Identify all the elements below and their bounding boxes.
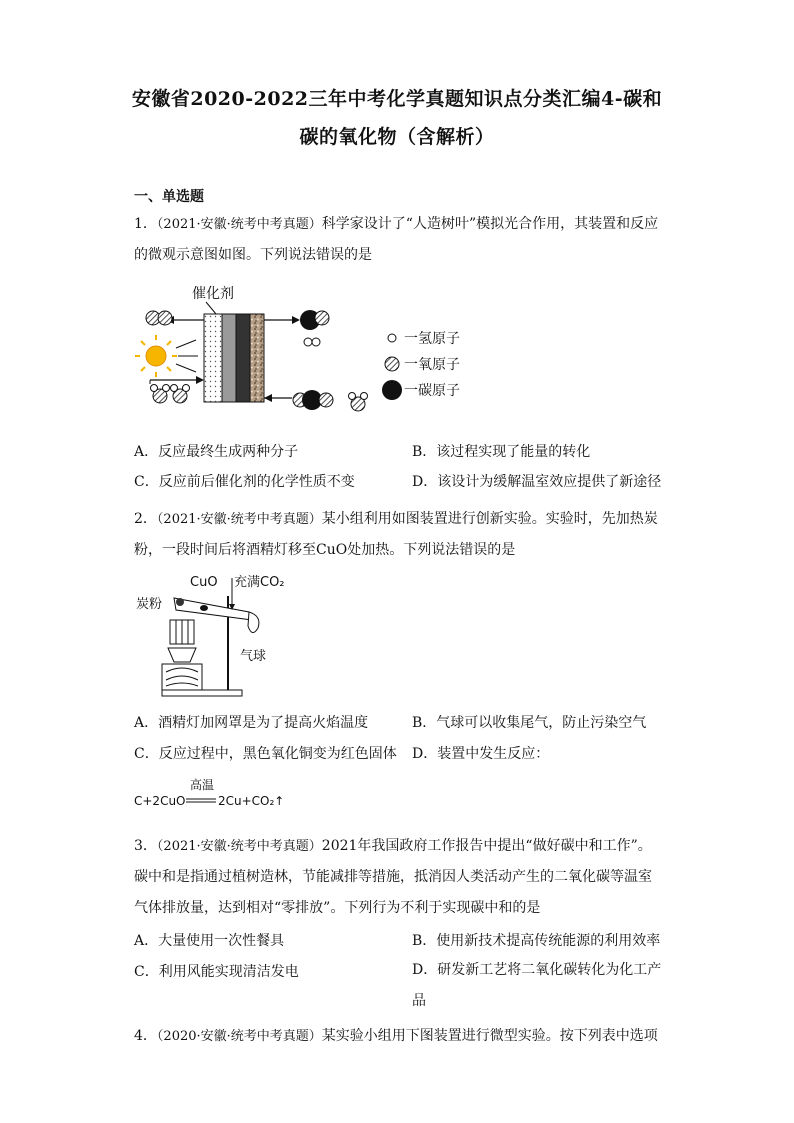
q2-text: 某小组利用如图装置进行创新实验。实验时，先加热炭粉，一段时间后将酒精灯移至CuO处加热。下列说法错误的是	[134, 511, 658, 558]
legend-oxygen: 一氧原子	[404, 357, 460, 373]
q1-option-b: B．该过程实现了能量的转化	[412, 444, 591, 460]
q2-option-d: D．装置中发生反应：	[412, 746, 550, 762]
q1-number: 1．	[134, 216, 157, 232]
q2-option-c: C．反应过程中，黑色氧化铜变为红色固体	[134, 746, 397, 762]
sun-icon	[135, 335, 198, 377]
question-3	[134, 831, 662, 924]
question-4	[134, 1021, 662, 1052]
q3-option-b: B．使用新技术提高传统能源的利用效率	[412, 933, 661, 949]
co2-label: 充满CO₂	[234, 575, 285, 590]
question-2	[134, 504, 662, 566]
q2-equation	[134, 777, 394, 813]
q4-source: （2020·安徽·统考中考真题）	[156, 1029, 322, 1044]
q2-number: 2．	[134, 511, 157, 527]
q3-source: （2021·安徽·统考中考真题）	[156, 839, 322, 854]
q1-text: 科学家设计了“人造树叶”模拟光合作用，其装置和反应的微观示意图如图。下列说法错误的是	[134, 216, 659, 263]
section-heading: 一、单选题	[134, 189, 204, 205]
q1-option-c: C．反应前后催化剂的化学性质不变	[134, 474, 355, 490]
q1-option-d: D．该设计为缓解温室效应提供了新途径	[412, 474, 662, 490]
question-1	[134, 209, 662, 271]
balloon-label: 气球	[240, 649, 267, 664]
equation-reactants: C+2CuO	[134, 794, 186, 808]
equation-condition: 高温	[190, 778, 215, 792]
q2-option-b: B．气球可以收集尾气，防止污染空气	[412, 715, 647, 731]
q3-text: 2021年我国政府工作报告中提出“做好碳中和工作”。碳中和是指通过植树造林，节能减排等措施，抵消因人类活动产生的二氧化碳等温室气体排放量，达到相对“零排放”。下列行为不利于实现碳中和的是	[134, 838, 652, 916]
catalyst-layer	[204, 314, 222, 402]
q4-number: 4．	[134, 1028, 157, 1044]
q2-source: （2021·安徽·统考中考真题）	[156, 512, 322, 527]
q2-figure-apparatus	[134, 568, 304, 702]
q1-source: （2021·安徽·统考中考真题）	[156, 217, 322, 232]
q1-option-a: A．反应最终生成两种分子	[134, 444, 299, 460]
legend-hydrogen: 一氢原子	[404, 331, 460, 347]
q3-option-a: A．大量使用一次性餐具	[134, 933, 285, 949]
cuo-label: CuO	[190, 575, 218, 590]
q3-option-d: D．研发新工艺将二氧化碳转化为化工产品	[412, 962, 662, 1009]
legend-carbon: 一碳原子	[404, 383, 460, 399]
q2-option-a: A．酒精灯加网罩是为了提高火焰温度	[134, 715, 369, 731]
doc-title-line1: 安徽省2020-2022三年中考化学真题知识点分类汇编4-碳和	[131, 88, 663, 110]
q1-figure-artificial-leaf	[134, 280, 484, 420]
catalyst-label: 催化剂	[192, 286, 234, 302]
q4-text: 某实验小组用下图装置进行微型实验。按下列表中选项	[321, 1028, 658, 1044]
balloon	[248, 612, 259, 633]
carbon-powder-label: 炭粉	[136, 597, 163, 612]
q3-number: 3．	[134, 838, 157, 854]
q3-option-c: C．利用风能实现清洁发电	[134, 964, 299, 980]
equation-products: 2Cu+CO₂↑	[218, 794, 285, 808]
doc-title-line2: 碳的氧化物（含解析）	[299, 126, 495, 148]
cuo-sample	[200, 605, 208, 611]
